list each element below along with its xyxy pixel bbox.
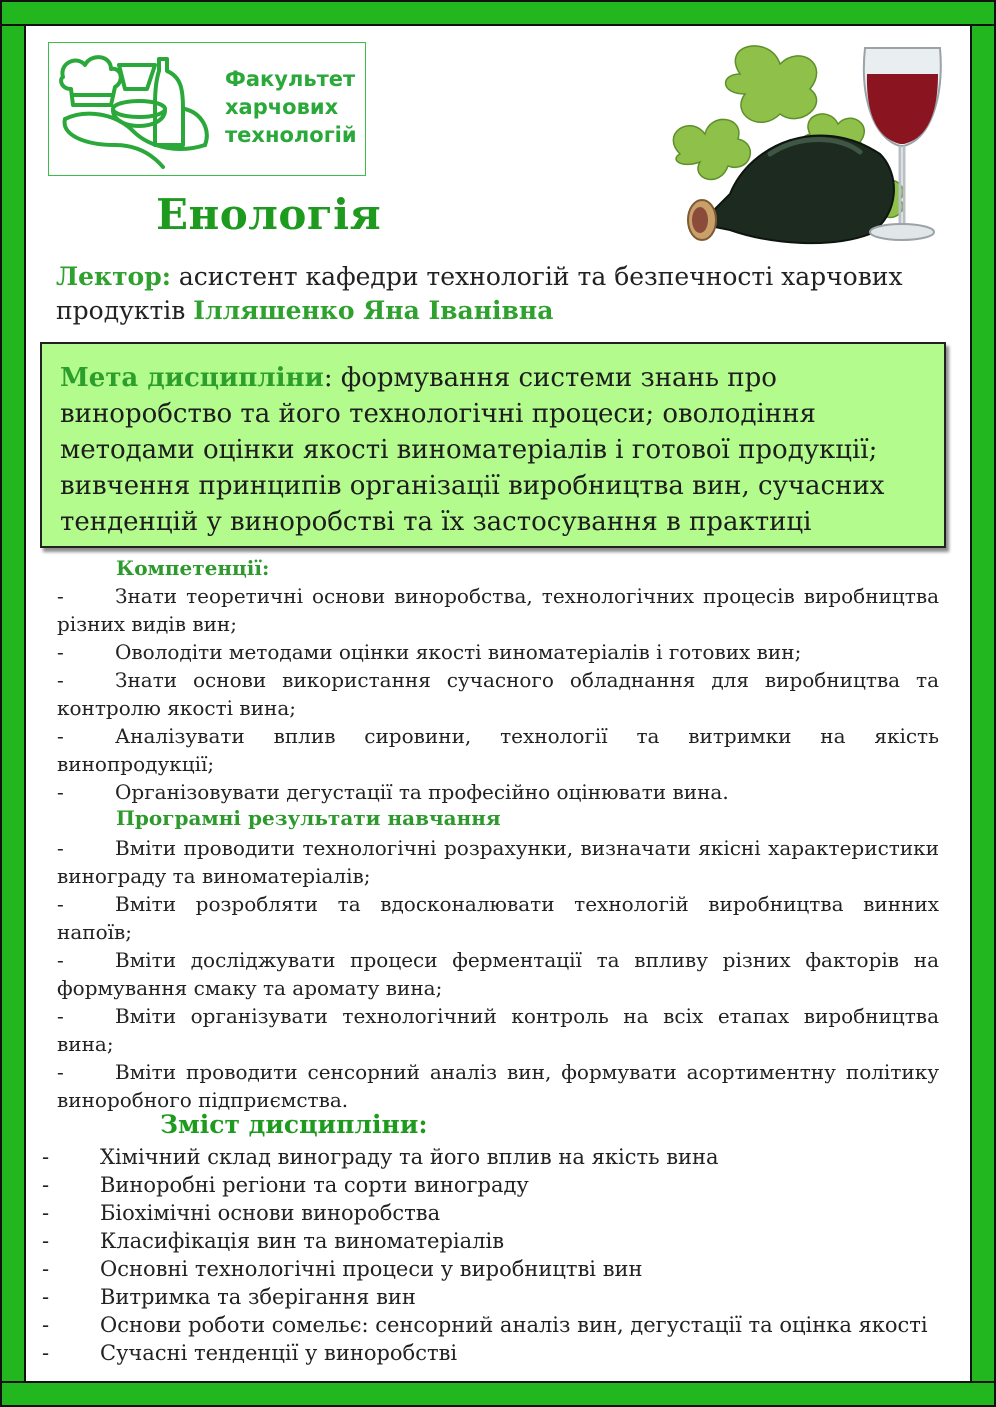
list-item: - Сучасні тенденції у виноробстві [42,1341,458,1365]
lector-position: асистент кафедри технологій та безпечності харчових продуктів [56,262,903,325]
goal-text: : формування системи знань про виноробство та його технологічні процеси; оволодіння методами оцінки якості виноматеріалів і готової продукції; вивчення принципів організації виробництва вин, сучасних тенденцій у виноробстві та їх застосування в практиці [60,363,885,537]
logo-line-1: Факультет [225,67,356,91]
faculty-logo [48,42,366,176]
lector-info [56,260,936,328]
list-item: - Витримка та зберігання вин [42,1285,416,1309]
list-item: - Знати теоретичні основи виноробства, технологічних процесів виробництва різних видів вин; [57,584,939,636]
frame-right-bar [970,0,996,1407]
content-list [42,1143,942,1367]
lector-name: Ілляшенко Яна Іванівна [193,296,554,325]
results-list [57,834,939,1114]
chef-food-icon [55,49,225,173]
list-item: - Вміти досліджувати процеси ферментації та впливу різних факторів на формування смаку та аромату вина; [57,948,939,1000]
list-item: - Організовувати дегустації та професійно оцінювати вина. [57,780,729,804]
list-item: - Класифікація вин та виноматеріалів [42,1229,505,1253]
list-item: - Біохімічні основи виноробства [42,1201,441,1225]
list-item: - Аналізувати вплив сировини, технології та витримки на якість винопродукції; [57,724,939,776]
list-item: - Знати основи використання сучасного обладнання для виробництва та контролю якості вина; [57,668,939,720]
list-item: - Вміти організувати технологічний контроль на всіх етапах виробництва вина; [57,1004,939,1056]
lector-label: Лектор: [56,262,171,291]
content-heading: Зміст дисципліни: [160,1110,428,1139]
frame-bottom-bar [0,1381,996,1407]
course-title: Енологія [156,190,382,239]
goal-label: Мета дисципліни [60,363,324,393]
list-item: - Основи роботи сомельє: сенсорний аналіз вин, дегустації та оцінка якості [42,1313,928,1337]
list-item: - Оволодіти методами оцінки якості виноматеріалів і готових вин; [57,640,802,664]
results-heading: Програмні результати навчання [116,806,501,830]
list-item: - Основні технологічні процеси у виробництві вин [42,1257,643,1281]
competencies-list [57,582,939,806]
wine-bottle-glass-image [660,34,950,250]
competencies-heading: Компетенції: [116,556,270,580]
frame-left-bar [0,0,26,1407]
list-item: - Вміти розробляти та вдосконалювати технологій виробництва винних напоїв; [57,892,939,944]
list-item: - Вміти проводити технологічні розрахунки, визначати якісні характеристики винограду та виноматеріалів; [57,836,939,888]
list-item: - Вміти проводити сенсорний аналіз вин, формувати асортиментну політику виноробного підприємства. [57,1060,939,1112]
list-item: - Виноробні регіони та сорти винограду [42,1173,529,1197]
list-item: - Хімічний склад винограду та його вплив на якість вина [42,1145,719,1169]
logo-line-3: технологій [225,123,357,147]
course-goal-box [40,342,946,548]
frame-top-bar [0,0,996,26]
logo-line-2: харчових [225,95,339,119]
